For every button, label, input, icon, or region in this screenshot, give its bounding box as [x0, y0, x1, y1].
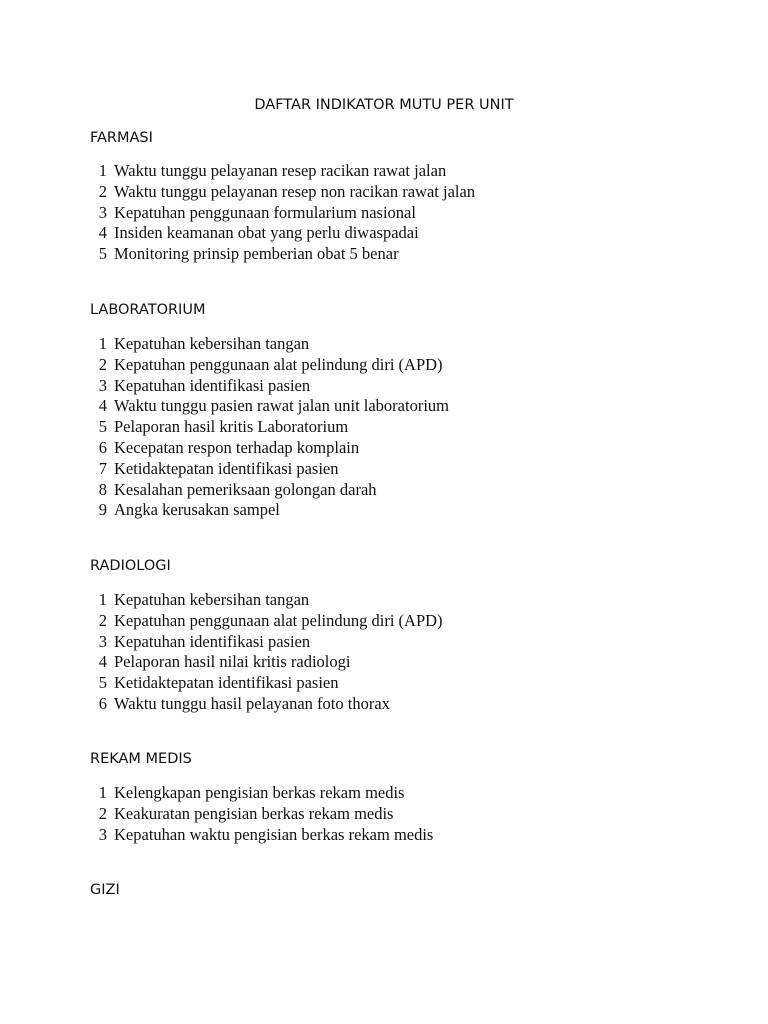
item-text: Kepatuhan identifikasi pasien — [114, 631, 311, 651]
item-text: Kepatuhan penggunaan alat pelindung diri (APD) — [114, 354, 443, 374]
list-item — [90, 417, 449, 438]
list-item — [90, 334, 449, 355]
item-number: 5 — [98, 417, 107, 437]
item-number: 4 — [98, 396, 107, 416]
section-heading-rekam-medis: REKAM MEDIS — [90, 751, 192, 767]
item-text: Kepatuhan identifikasi pasien — [114, 375, 311, 395]
list-item — [90, 203, 475, 224]
item-number: 4 — [98, 652, 107, 672]
list-rekam-medis — [90, 783, 433, 845]
list-item — [90, 480, 449, 501]
item-text: Waktu tunggu hasil pelayanan foto thorax — [114, 693, 390, 713]
item-number: 5 — [98, 244, 107, 264]
item-number: 2 — [98, 181, 107, 201]
list-item — [90, 355, 449, 376]
document-title: DAFTAR INDIKATOR MUTU PER UNIT — [254, 97, 514, 113]
item-number: 6 — [98, 693, 107, 713]
section-heading-farmasi: FARMASI — [90, 130, 153, 146]
list-item — [90, 500, 449, 521]
item-text: Ketidaktepatan identifikasi pasien — [114, 458, 339, 478]
item-number: 1 — [98, 783, 107, 802]
item-number: 9 — [98, 500, 107, 520]
list-laboratorium — [90, 334, 449, 521]
item-text: Kepatuhan penggunaan alat pelindung diri (APD) — [114, 610, 443, 630]
item-number: 6 — [98, 437, 107, 457]
item-number: 1 — [98, 161, 107, 180]
list-radiologi — [90, 590, 443, 715]
item-text: Kepatuhan waktu pengisian berkas rekam medis — [114, 824, 434, 844]
item-text: Waktu tunggu pelayanan resep non racikan rawat jalan — [114, 181, 476, 201]
list-item — [90, 438, 449, 459]
list-farmasi — [90, 161, 475, 265]
item-text: Angka kerusakan sampel — [114, 500, 280, 520]
list-item — [90, 223, 475, 244]
list-item — [90, 611, 443, 632]
list-item — [90, 673, 443, 694]
item-number: 1 — [98, 334, 107, 353]
item-text: Kelengkapan pengisian berkas rekam medis — [114, 783, 405, 802]
list-item — [90, 590, 443, 611]
item-number: 2 — [98, 803, 107, 823]
item-number: 4 — [98, 223, 107, 243]
item-number: 7 — [98, 458, 107, 478]
item-text: Monitoring prinsip pemberian obat 5 benar — [114, 244, 399, 264]
list-item — [90, 825, 433, 846]
list-item — [90, 652, 443, 673]
item-text: Keakuratan pengisian berkas rekam medis — [114, 803, 394, 823]
item-number: 3 — [98, 375, 107, 395]
list-item — [90, 804, 433, 825]
section-heading-gizi: GIZI — [90, 882, 120, 898]
item-number: 2 — [98, 354, 107, 374]
item-number: 8 — [98, 479, 107, 499]
item-number: 1 — [98, 590, 107, 609]
list-item — [90, 161, 475, 182]
list-item — [90, 694, 443, 715]
list-item — [90, 396, 449, 417]
item-number: 2 — [98, 610, 107, 630]
item-number: 3 — [98, 824, 107, 844]
item-text: Pelaporan hasil nilai kritis radiologi — [114, 652, 351, 672]
item-text: Kecepatan respon terhadap komplain — [114, 437, 360, 457]
list-item — [90, 783, 433, 804]
section-heading-radiologi: RADIOLOGI — [90, 558, 171, 574]
list-item — [90, 182, 475, 203]
item-number: 3 — [98, 631, 107, 651]
item-number: 3 — [98, 202, 107, 222]
list-item — [90, 376, 449, 397]
item-text: Kepatuhan kebersihan tangan — [114, 590, 310, 609]
section-heading-laboratorium: LABORATORIUM — [90, 302, 206, 318]
item-text: Waktu tunggu pelayanan resep racikan rawat jalan — [114, 161, 447, 180]
item-text: Kepatuhan kebersihan tangan — [114, 334, 310, 353]
item-text: Kepatuhan penggunaan formularium nasional — [114, 202, 416, 222]
list-item — [90, 244, 475, 265]
item-text: Waktu tunggu pasien rawat jalan unit laboratorium — [114, 396, 449, 416]
item-text: Insiden keamanan obat yang perlu diwaspadai — [114, 223, 419, 243]
list-item — [90, 459, 449, 480]
item-text: Kesalahan pemeriksaan golongan darah — [114, 479, 377, 499]
item-number: 5 — [98, 673, 107, 693]
list-item — [90, 632, 443, 653]
item-text: Ketidaktepatan identifikasi pasien — [114, 673, 339, 693]
item-text: Pelaporan hasil kritis Laboratorium — [114, 417, 349, 437]
